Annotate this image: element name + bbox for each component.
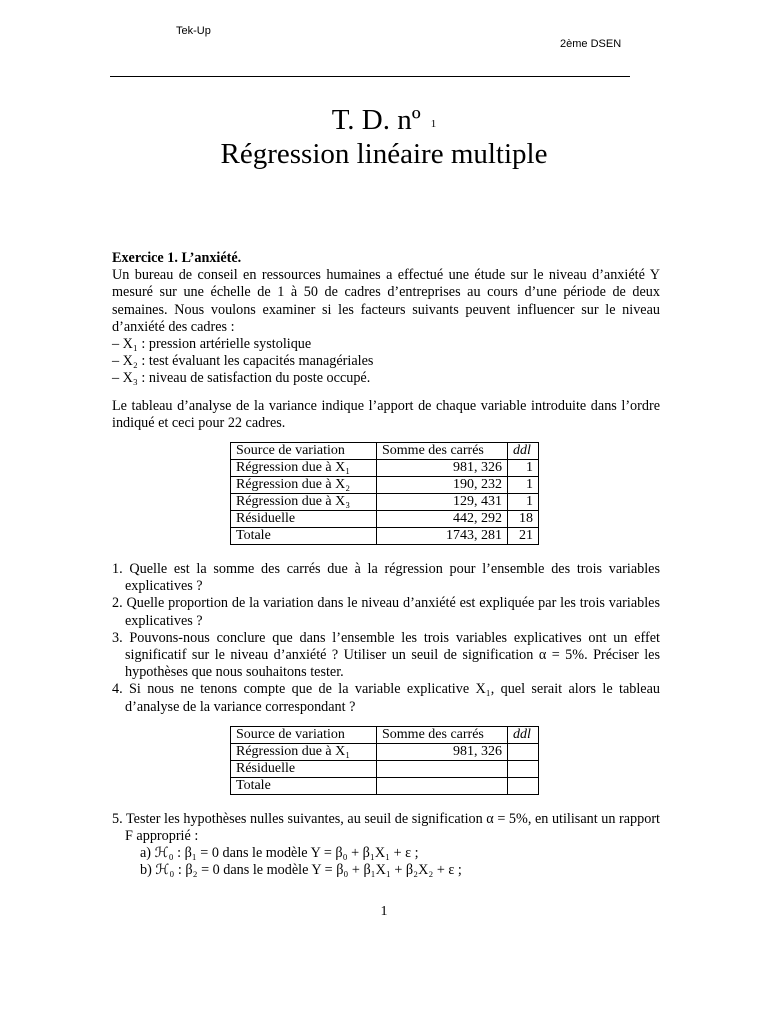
table-header-row [231, 443, 539, 460]
title-text: T. D. nº [331, 104, 421, 136]
table-row [231, 777, 539, 794]
sub-question-item: a) ℋ₀ : β₁ = 0 dans le modèle Y = β₀ + β₁X₁ + ε ; [140, 845, 419, 862]
page-number: 1 [380, 904, 388, 919]
table-cell: Régression due à X₁ [231, 743, 377, 760]
table-row [231, 760, 539, 777]
question-item: 1. Quelle est la somme des carrés due à la régression pour l’ensemble des trois variables explicatives ? [112, 561, 660, 595]
title-footnote: 1 [430, 118, 437, 130]
table-cell: Résiduelle [231, 511, 377, 528]
table-row [231, 743, 539, 760]
table-cell: 1 [508, 460, 539, 477]
anova-intro-paragraph: Le tableau d’analyse de la variance indique l’apport de chaque variable introduite dans l’ordre indiqué et ceci pour 22 cadres. [112, 397, 660, 431]
page-title-line1 [0, 104, 768, 136]
table-cell: 981, 326 [377, 743, 508, 760]
document-body [112, 250, 660, 880]
table-cell: 1743, 281 [377, 528, 508, 545]
table-cell [377, 760, 508, 777]
table-cell [508, 760, 539, 777]
factor-item: – X₂ : test évaluant les capacités managériales [112, 353, 374, 370]
table-row [231, 494, 539, 511]
table-header-cell: Somme des carrés [377, 726, 508, 743]
table-cell: Résiduelle [231, 760, 377, 777]
table-header-cell: Source de variation [231, 726, 377, 743]
table-header-cell: Somme des carrés [377, 443, 508, 460]
table-cell: 442, 292 [377, 511, 508, 528]
table-cell: 190, 232 [377, 477, 508, 494]
table-row [231, 477, 539, 494]
header-left: Tek-Up [176, 25, 211, 37]
factor-item: – X₃ : niveau de satisfaction du poste occupé. [112, 370, 371, 387]
table-header-row [231, 726, 539, 743]
header-rule [110, 76, 630, 77]
questions-list [112, 561, 660, 716]
question-item: 4. Si nous ne tenons compte que de la variable explicative X₁, quel serait alors le tableau d’analyse de la variance correspondant ? [112, 681, 660, 715]
sub-question-item: b) ℋ₀ : β₂ = 0 dans le modèle Y = β₀ + β₁X₁ + β₂X₂ + ε ; [140, 862, 462, 879]
table-cell: 18 [508, 511, 539, 528]
table-row [231, 460, 539, 477]
anova-table-2 [230, 726, 539, 795]
exercise-title: Exercice 1. L’anxiété. [112, 250, 242, 266]
table-row [231, 511, 539, 528]
table-cell: Régression due à X₂ [231, 477, 377, 494]
table-cell [377, 777, 508, 794]
table-cell: Régression due à X₃ [231, 494, 377, 511]
question-item: 2. Quelle proportion de la variation dans le niveau d’anxiété est expliquée par les trois variables explicatives ? [112, 595, 660, 629]
table-header-cell: Source de variation [231, 443, 377, 460]
page-title-line2: Régression linéaire multiple [220, 138, 548, 170]
factor-item: – X₁ : pression artérielle systolique [112, 336, 312, 353]
table-cell: 1 [508, 494, 539, 511]
table-cell: 21 [508, 528, 539, 545]
table-cell: 981, 326 [377, 460, 508, 477]
table-row [231, 528, 539, 545]
table-cell: Totale [231, 777, 377, 794]
question-item: 5. Tester les hypothèses nulles suivantes, au seuil de signification α = 5%, en utilisant un rapport F approprié : [112, 810, 660, 845]
table-cell: Totale [231, 528, 377, 545]
table-header-cell: ddl [508, 443, 539, 460]
anova-table-1 [230, 442, 539, 545]
question-5 [112, 811, 660, 880]
exercise-intro: Un bureau de conseil en ressources humaines a effectué une étude sur le niveau d’anxiété Y mesuré sur une échelle de 1 à 50 de cadres d’entreprises au cours d’une période de deux semaines. Nous voulons examiner si les facteurs suivants peuvent influencer sur le niveau d’anxiété des cadres : [112, 267, 660, 335]
table-cell [508, 743, 539, 760]
table-cell: 1 [508, 477, 539, 494]
question-item: 3. Pouvons-nous conclure que dans l’ensemble les trois variables explicatives ont un effet significatif sur le niveau d’anxiété ? Utiliser un seuil de signification α = 5%. Préciser les hypothèses que nous souhaitons tester. [112, 629, 660, 681]
table-cell [508, 777, 539, 794]
header-right: 2ème DSEN [560, 38, 622, 50]
table-header-cell: ddl [508, 726, 539, 743]
table-cell: Régression due à X₁ [231, 460, 377, 477]
table-cell: 129, 431 [377, 494, 508, 511]
